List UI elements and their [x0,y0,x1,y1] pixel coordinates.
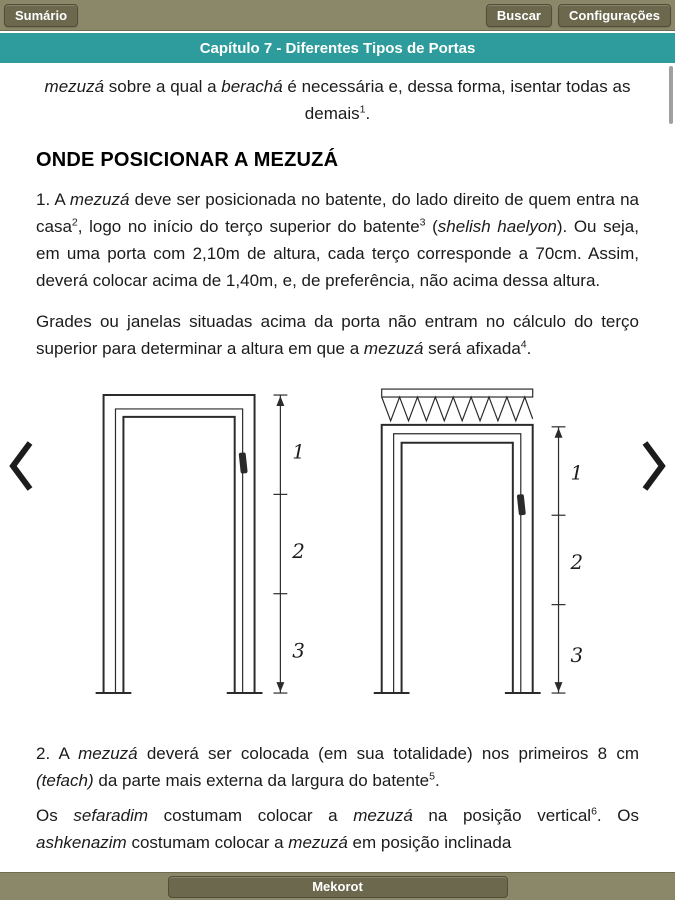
prev-page-button[interactable] [6,438,36,494]
dimension-label: 2 [569,550,583,574]
search-button[interactable]: Buscar [486,4,552,27]
door-diagram [38,373,638,727]
scrollbar-thumb[interactable] [669,66,673,124]
dimension-label: 3 [291,639,305,663]
bottom-toolbar [0,872,675,900]
mezuzah-mark-left [238,452,247,473]
dimension-label: 1 [291,440,305,464]
chevron-right-icon [639,438,669,494]
right-door-frame [373,389,582,693]
dimension-label: 2 [291,539,305,563]
door-diagram-figure [36,372,639,728]
left-dimension-line [273,395,305,693]
clipped-paragraph: ashkenazim costumam colocar a mezuzá em posição inclinada [36,833,512,852]
right-dimension-line [551,427,583,693]
page-content [36,63,639,872]
left-door-frame [95,395,304,693]
paragraph-3: 2. A mezuzá deverá ser colocada (em sua totalidade) nos primeiros 8 cm (tefach) da parte mais externa da largura do batente$^5$. [36,744,639,790]
next-page-button[interactable] [639,438,669,494]
mekorot-button[interactable]: Mekorot [168,876,508,898]
section-heading: ONDE POSICIONAR A MEZUZÁ [36,149,339,171]
paragraph-2: Grades ou janelas situadas acima da porta não entram no cálculo do terço superior para determinar a altura em que a mezuzá será afixada$^4$. [36,312,639,358]
chevron-left-icon [6,438,36,494]
chapter-title-bar [0,33,675,63]
intro-paragraph: mezuzá sobre a qual a berachá é necessária e, dessa forma, isentar todas as demais$^1$. [44,77,631,123]
settings-button[interactable]: Configurações [558,4,671,27]
top-toolbar [0,0,675,31]
paragraph-4: Os sefaradim costumam colocar a mezuzá na posição vertical$^6$. Os [36,805,639,825]
dimension-label: 1 [569,461,583,485]
mezuzah-mark-right [516,494,525,515]
summary-button[interactable]: Sumário [4,4,78,27]
paragraph-1: 1. A mezuzá deve ser posicionada no batente, do lado direito de quem entra na casa$^2$, logo no início do terço superior do batente$^3$ (shelish haelyon). Ou seja, em uma porta com 2,10m de altura, cada terço corresponde a 70cm. Assim, deverá colocar acima de 1,40m, e, de preferência, não acima dessa altura. [36,190,639,290]
dimension-label: 3 [569,644,583,668]
chapter-title: Capítulo 7 - Diferentes Tipos de Portas [199,39,476,57]
